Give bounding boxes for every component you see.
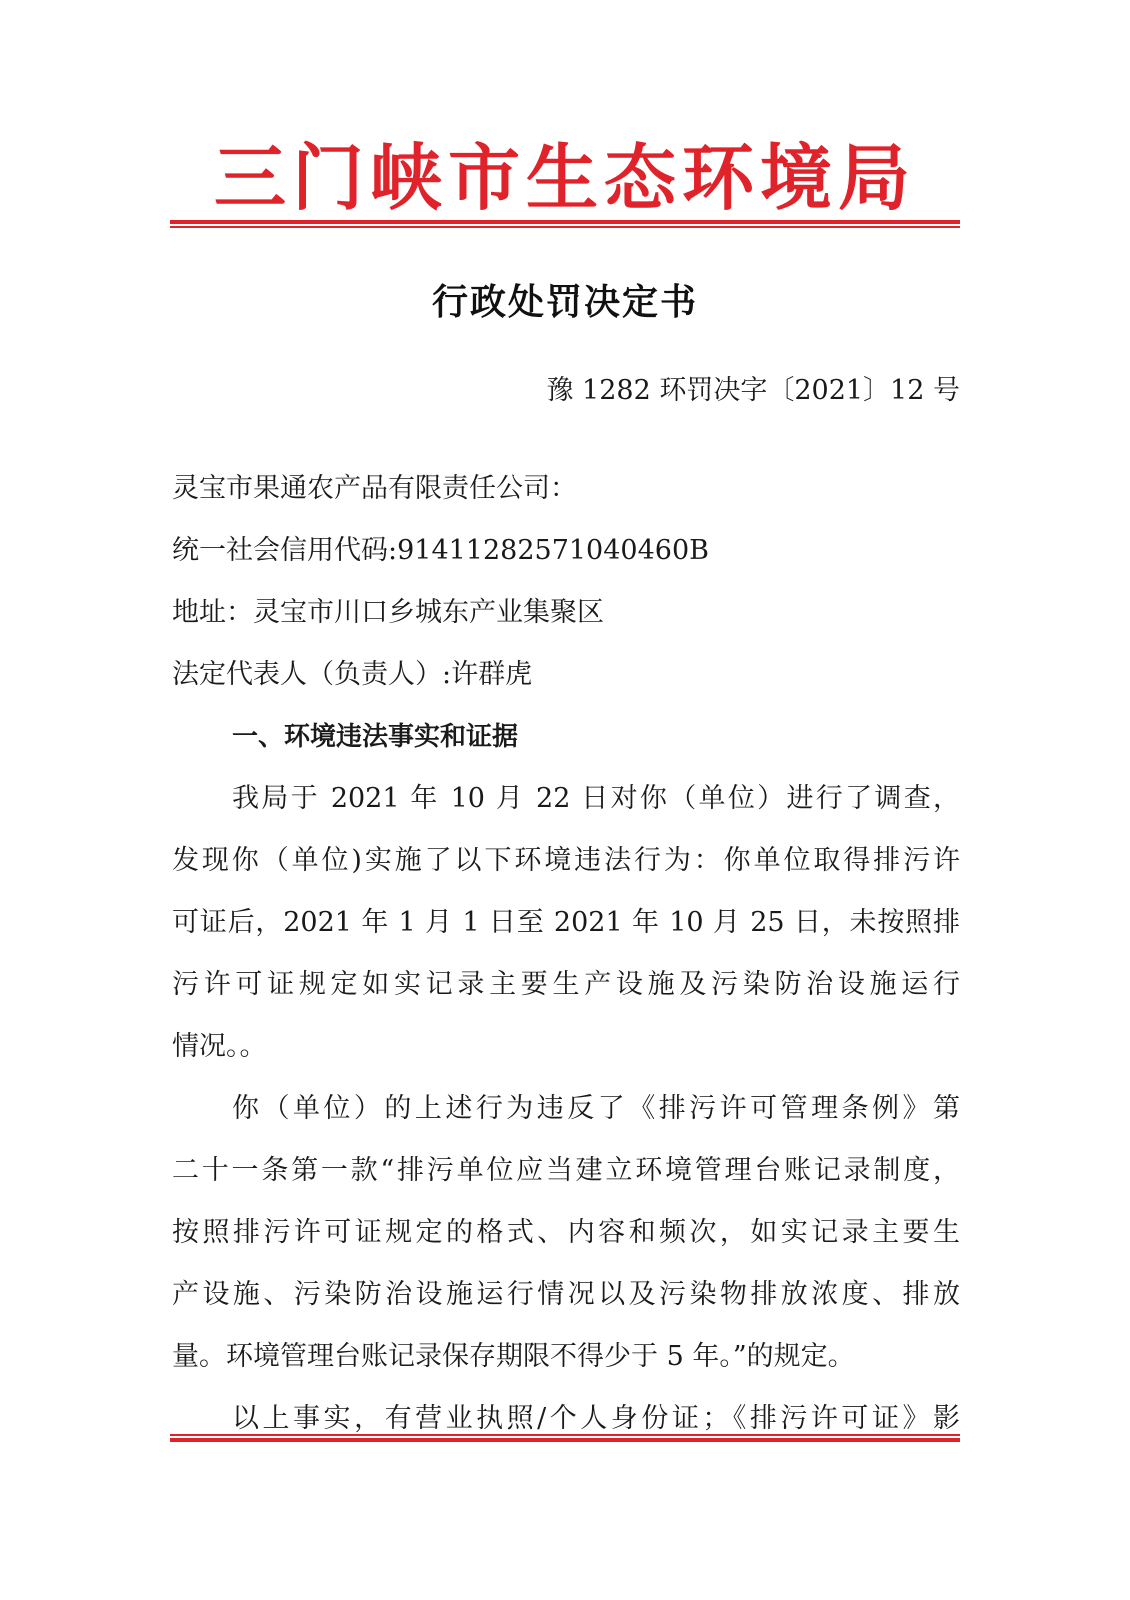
document-title: 行政处罚决定书 bbox=[431, 281, 698, 323]
paragraph-line: 发现你（单位)实施了以下环境违法行为：你单位取得排污许 bbox=[172, 845, 960, 876]
paragraph-line: 量。环境管理台账记录保存期限不得少于 5 年。”的规定。 bbox=[172, 1341, 855, 1372]
paragraph-line: 产设施、污染防治设施运行情况以及污染物排放浓度、排放 bbox=[172, 1279, 960, 1310]
recipient-credit-code: 统一社会信用代码:91411282571040460B bbox=[172, 535, 709, 566]
header-rule-thin bbox=[170, 226, 960, 228]
paragraph-line: 二十一条第一款“排污单位应当建立环境管理台账记录制度， bbox=[172, 1155, 960, 1186]
section-heading: 一、环境违法事实和证据 bbox=[232, 722, 519, 752]
paragraph-line: 你（单位）的上述行为违反了《排污许可管理条例》第 bbox=[232, 1093, 960, 1124]
paragraph-line: 可证后，2021 年 1 月 1 日至 2021 年 10 月 25 日，未按照排 bbox=[172, 907, 960, 938]
footer-rule-thin bbox=[170, 1434, 960, 1436]
paragraph-line: 按照排污许可证规定的格式、内容和频次，如实记录主要生 bbox=[172, 1217, 960, 1248]
recipient-company: 灵宝市果通农产品有限责任公司： bbox=[172, 473, 577, 504]
recipient-legal-rep: 法定代表人（负责人）:许群虎 bbox=[172, 659, 533, 690]
document-body bbox=[172, 458, 960, 1450]
document-number: 豫 1282 环罚决字〔2021〕12 号 bbox=[546, 375, 960, 406]
footer-rule-thick bbox=[170, 1438, 960, 1442]
paragraph-line: 情况。。 bbox=[172, 1031, 267, 1062]
recipient-address: 地址：灵宝市川口乡城东产业集聚区 bbox=[172, 597, 604, 628]
header-rule-thick bbox=[170, 220, 960, 224]
agency-letterhead: 三门峡市生态环境局 bbox=[213, 135, 916, 220]
paragraph-line: 以上事实，有营业执照/个人身份证；《排污许可证》影 bbox=[232, 1403, 960, 1434]
paragraph-line: 我局于 2021 年 10 月 22 日对你（单位）进行了调查， bbox=[232, 783, 960, 814]
paragraph-line: 污许可证规定如实记录主要生产设施及污染防治设施运行 bbox=[172, 969, 960, 1000]
